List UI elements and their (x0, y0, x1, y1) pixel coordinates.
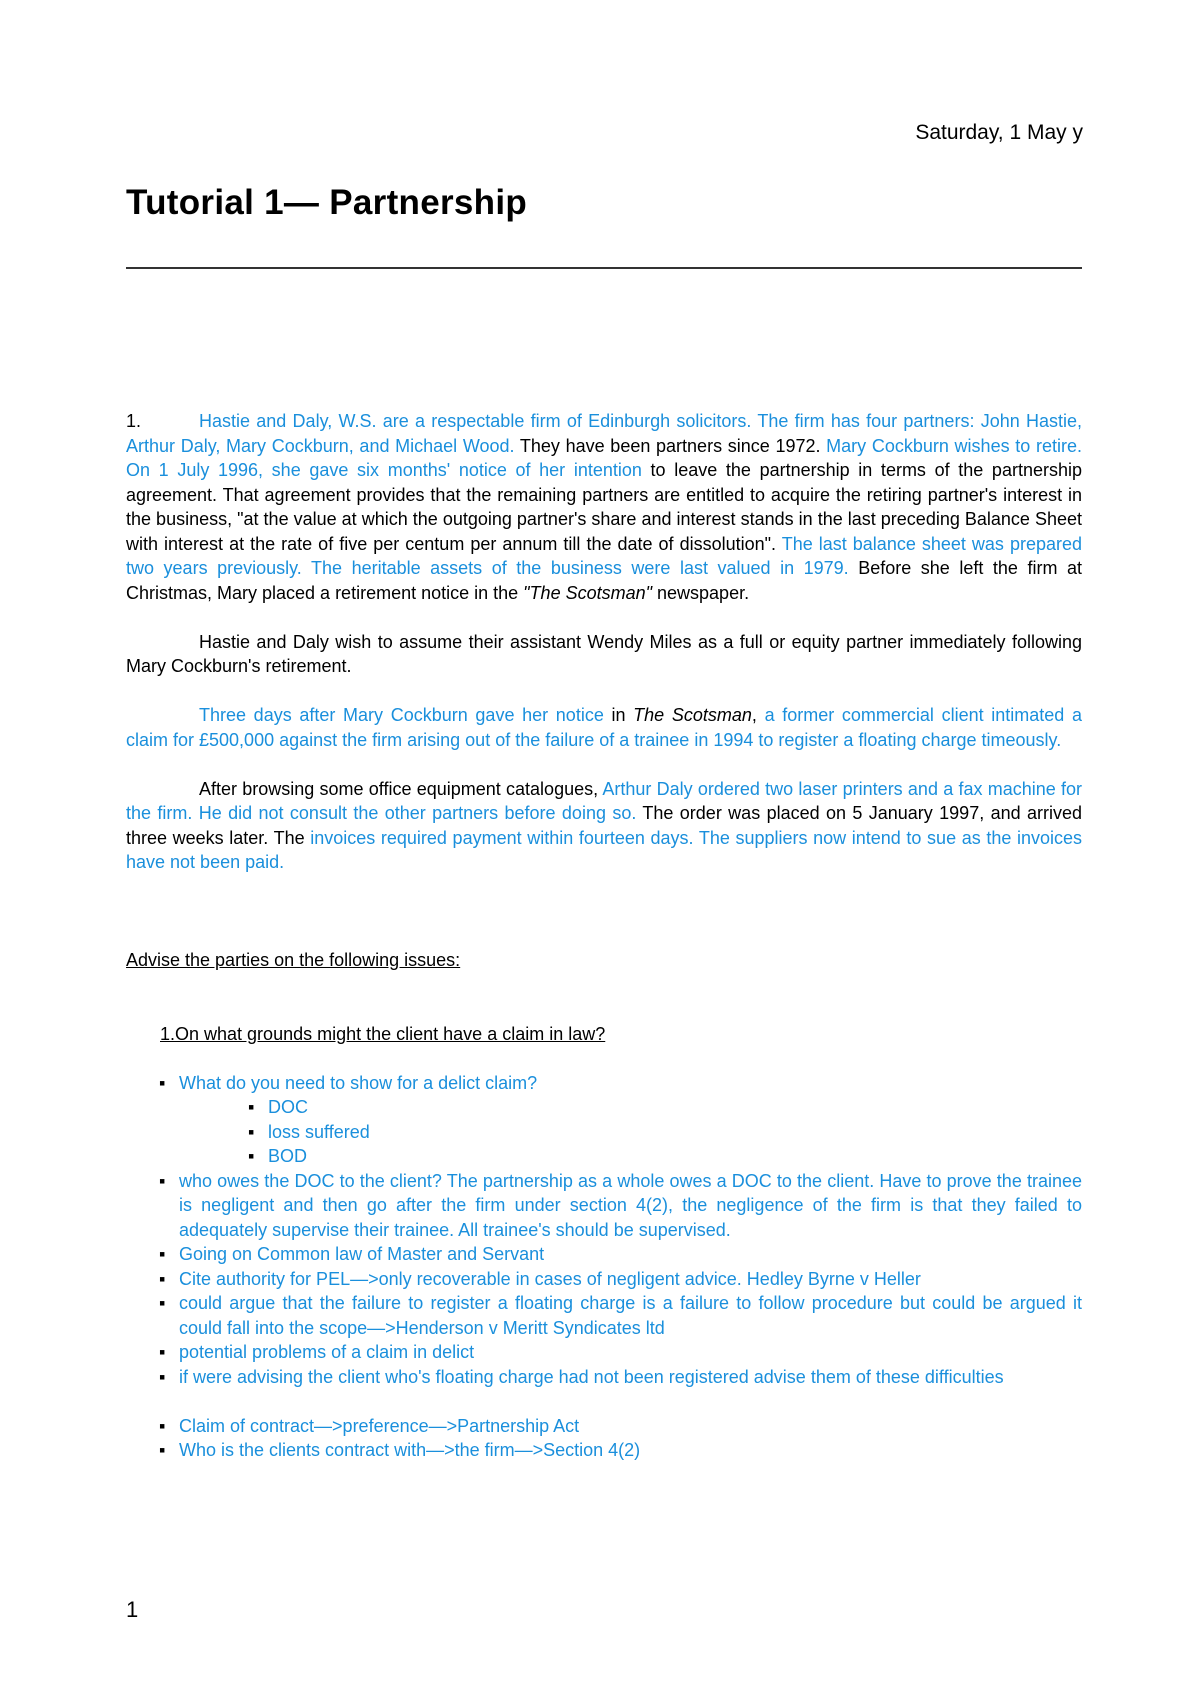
bullet-icon: ▪ (159, 1072, 166, 1093)
list-item: ▪ BOD (179, 1144, 1082, 1169)
bullet-icon: ▪ (159, 1440, 166, 1460)
paragraph-4 (126, 777, 1082, 875)
list-item: ▪ who owes the DOC to the client? The partnership as a whole owes a DOC to the client. Have to prove the trainee is negligent and then go after the firm under section 4(2), the negligence of the firm is that they failed to adequately supervise their trainee. All trainee's should be supervised. (159, 1170, 1082, 1240)
bullet-icon: ▪ (159, 1293, 166, 1313)
p4-part-b: Arthur Daly ordered two laser printers and a fax machine for the firm. He did not consult the other partners before doing so. (126, 778, 1082, 823)
answer-bullet-list (126, 1071, 1082, 1463)
p1-sentence-3: They have been partners since 1972. (519, 435, 821, 456)
p3-part-d: , (751, 705, 765, 725)
bullet-icon: ▪ (159, 1268, 166, 1289)
p3-part-b: in (603, 705, 634, 725)
p1-sentence-4: Mary Cockburn wishes to retire. (826, 435, 1082, 456)
p1-sentence-10: newspaper. (652, 582, 750, 603)
paragraph-1 (126, 409, 1082, 605)
page-number: 1 (126, 1597, 139, 1622)
header-date: Saturday, 1 May y (915, 121, 1083, 144)
list-item: ▪ What do you need to show for a delict claim? ▪ DOC ▪ loss suffered ▪ BOD (126, 1071, 1082, 1169)
p4-part-a: After browsing some office equipment catalogues, (199, 778, 603, 799)
list-item: ▪ Cite authority for PEL—>only recoverable in cases of negligent advice. Hedley Byrne v Heller (126, 1267, 1082, 1292)
list-item: ▪ DOC (179, 1095, 1082, 1120)
paragraph-2 (126, 630, 1082, 679)
question-1: 1.On what grounds might the client have a claim in law? (160, 1023, 606, 1044)
bullet-icon: ▪ (159, 1342, 166, 1362)
bullet-icon: ▪ (248, 1121, 255, 1142)
bullet-icon: ▪ (159, 1244, 166, 1264)
p4-part-c: The order was placed on 5 January 1997, and arrived three weeks later. The (126, 803, 1082, 848)
p1-newspaper-name: "The Scotsman" (523, 582, 653, 603)
p1-sentence-1: Hastie and Daly, W.S. are a respectable firm of Edinburgh solicitors. (199, 411, 752, 431)
p1-sentence-7: The last balance sheet was prepared two years previously. The heritable assets of the business were last valued in 1979. (126, 533, 1082, 578)
title-divider (126, 267, 1082, 269)
p1-sentence-6: to leave the partnership in terms of the partnership agreement. That agreement provides that the remaining partners are entitled to acquire the retiring partner's interest in the business, "at the value at which the outgoing partner's share and interest stands in the last preceding Balance Sheet with interest at the rate of five per centum per annum till the date of dissolution". (126, 460, 1082, 554)
bullet-icon: ▪ (159, 1415, 166, 1436)
paragraph-3 (126, 703, 1082, 752)
p3-newspaper-name: The Scotsman (633, 705, 752, 725)
bullet-icon: ▪ (159, 1366, 166, 1387)
bullet-icon: ▪ (248, 1146, 255, 1166)
bullet-icon: ▪ (159, 1170, 166, 1191)
list-item: ▪ if were advising the client who's floating charge had not been registered advise them of these difficulties (126, 1365, 1082, 1390)
p2-text: Hastie and Daly wish to assume their assistant Wendy Miles as a full or equity partner immediately following Mary Cockburn's retirement. (126, 631, 1082, 676)
p3-part-e: a former commercial client intimated a claim for £500,000 against the firm arising out of the failure of a trainee in 1994 to register a floating charge timeously. (126, 705, 1082, 750)
p3-part-a: Three days after Mary Cockburn gave her notice (199, 705, 604, 725)
page-title: Tutorial 1— Partnership (126, 183, 528, 222)
list-item: ▪ loss suffered (179, 1120, 1082, 1145)
p1-sentence-8: Before she left the firm at Christmas, Mary placed a retirement notice in the (126, 558, 1082, 603)
list-item: ▪ Claim of contract—>preference—>Partnership Act (126, 1414, 1082, 1439)
p1-sentence-5: On 1 July 1996, she gave six months' notice of her intention (126, 460, 642, 480)
document-body (126, 409, 1082, 1463)
list-item: ▪ potential problems of a claim in delict (126, 1340, 1082, 1365)
p4-part-d: invoices required payment within fourteen days. The suppliers now intend to sue as the invoices have not been paid. (126, 827, 1082, 872)
sub-bullet-list (179, 1095, 1082, 1169)
bullet-icon: ▪ (248, 1097, 255, 1117)
list-item: ▪ Who is the clients contract with—>the firm—>Section 4(2) (126, 1438, 1082, 1463)
advise-heading: Advise the parties on the following issues: (126, 950, 461, 970)
p1-sentence-2: The firm has four partners: John Hastie, Arthur Daly, Mary Cockburn, and Michael Wood. (126, 411, 1083, 456)
paragraph-number: 1. (126, 411, 142, 431)
list-item: ▪ could argue that the failure to register a floating charge is a failure to follow procedure but could be argued it could fall into the scope—>Henderson v Meritt Syndicates ltd (159, 1293, 1082, 1338)
list-item: ▪ Going on Common law of Master and Servant (126, 1242, 1082, 1267)
